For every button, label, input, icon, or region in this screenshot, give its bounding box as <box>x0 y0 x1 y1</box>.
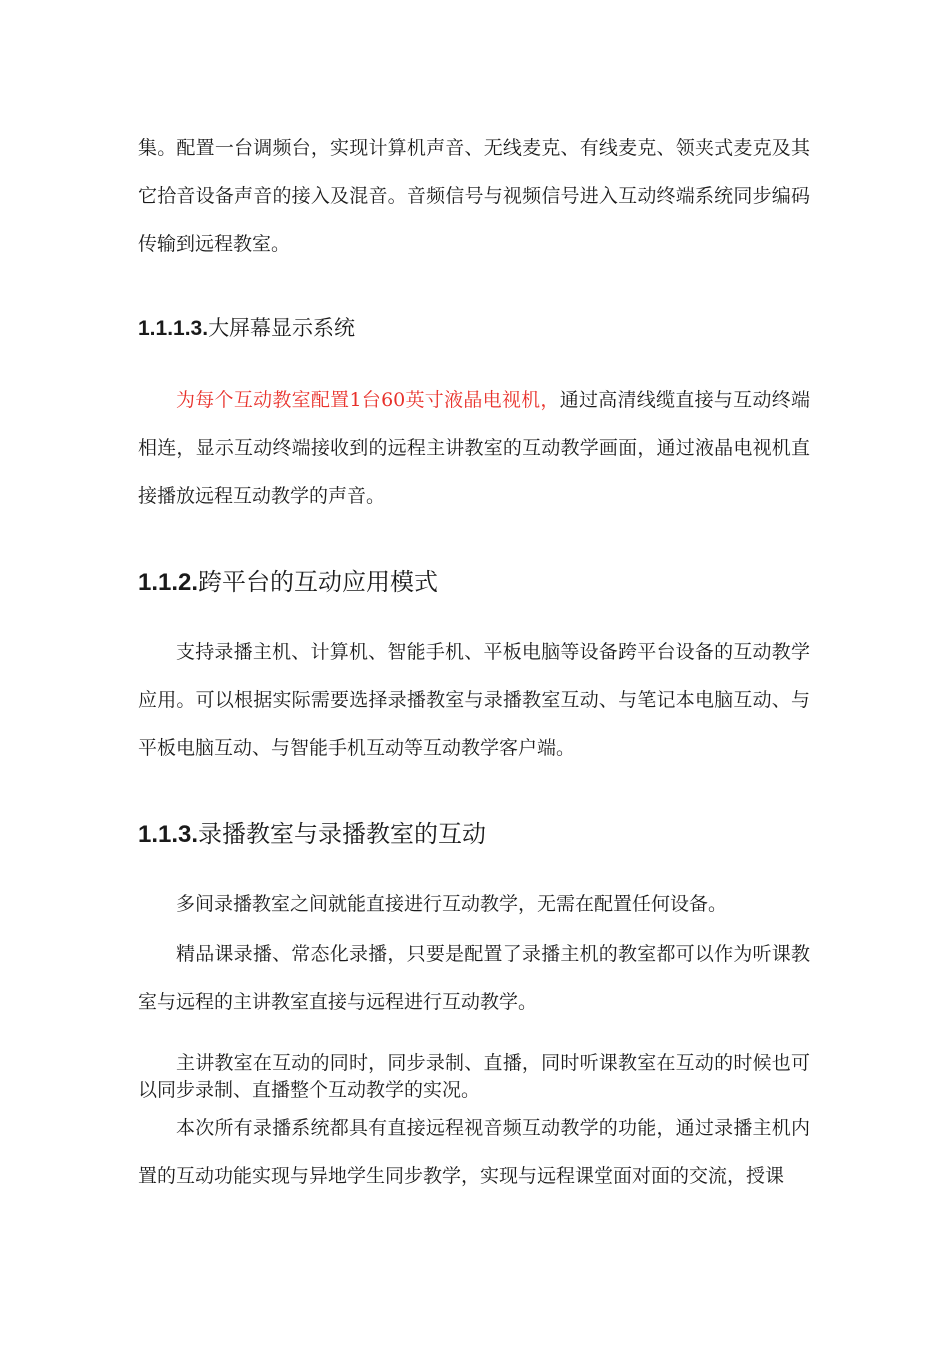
heading-number: 1.1.1.3. <box>138 317 209 340</box>
heading-text: 录播教室与录播教室的互动 <box>198 820 487 848</box>
highlighted-text: 为每个互动教室配置1台60英寸液晶电视机， <box>176 389 560 411</box>
heading-text: 跨平台的互动应用模式 <box>198 568 439 596</box>
heading-cross-platform-mode <box>138 562 438 597</box>
paragraph-tv-config <box>138 376 810 520</box>
heading-classroom-interaction <box>138 814 486 849</box>
heading-number: 1.1.2. <box>138 569 199 596</box>
paragraph-sync-recording: 主讲教室在互动的同时，同步录制、直播，同时听课教室在互动的时候也可以同步录制、直播整个互动教学的实况。 <box>138 1052 810 1101</box>
heading-number: 1.1.3. <box>138 821 199 848</box>
paragraph-text: 通过高清线缆直接与互动终端相连，显示互动终端接收到的远程主讲教室的互动教学画面，通过液晶电视机直接播放远程互动教学的声音。 <box>138 389 810 507</box>
heading-text: 大屏幕显示系统 <box>208 316 356 340</box>
paragraph-cross-platform: 支持录播主机、计算机、智能手机、平板电脑等设备跨平台设备的互动教学应用。可以根据实际需要选择录播教室与录播教室互动、与笔记本电脑互动、与平板电脑互动、与智能手机互动等互动教学客户端。 <box>138 641 810 759</box>
paragraph-audio-system: 集。配置一台调频台，实现计算机声音、无线麦克、有线麦克、领夹式麦克及其它拾音设备声音的接入及混音。音频信号与视频信号进入互动终端系统同步编码传输到远程教室。 <box>138 137 810 255</box>
paragraph-multi-classroom: 多间录播教室之间就能直接进行互动教学，无需在配置任何设备。 <box>176 893 728 915</box>
heading-large-screen-display <box>138 312 355 342</box>
paragraph-quality-courses: 精品课录播、常态化录播，只要是配置了录播主机的教室都可以作为听课教室与远程的主讲教室直接与远程进行互动教学。 <box>138 943 810 1013</box>
paragraph-remote-teaching: 本次所有录播系统都具有直接远程视音频互动教学的功能，通过录播主机内置的互动功能实现与异地学生同步教学，实现与远程课堂面对面的交流，授课 <box>138 1117 810 1187</box>
